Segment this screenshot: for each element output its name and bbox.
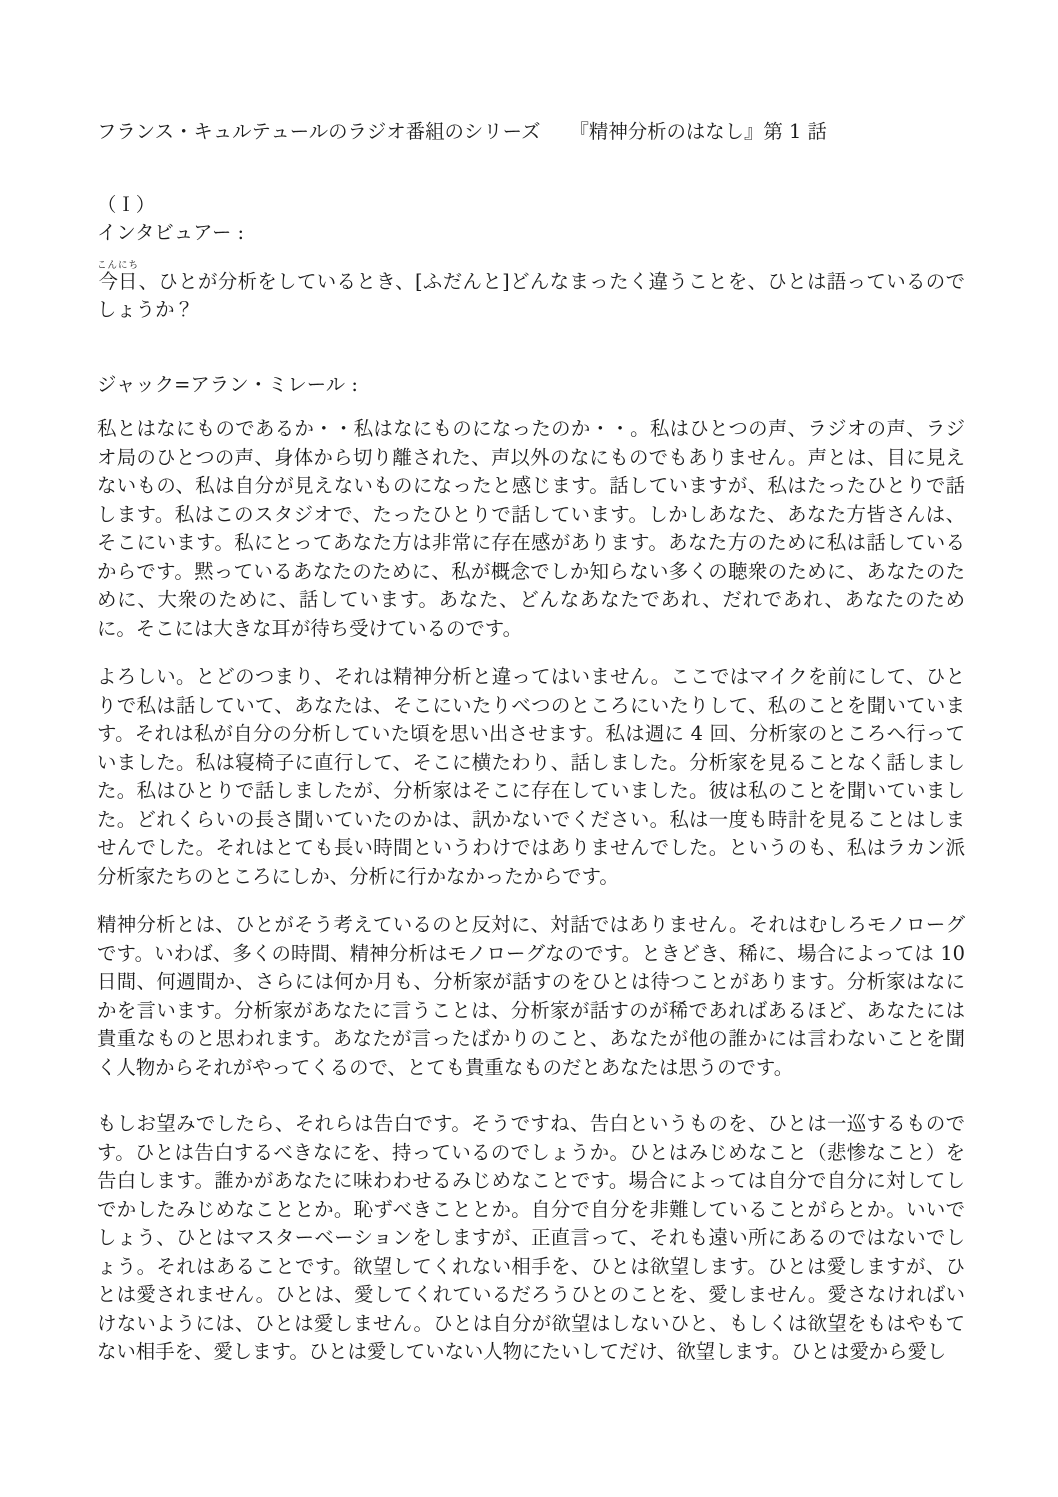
ruby-base-word: 今日 bbox=[97, 269, 139, 293]
speaker-label-miller: ジャック=アラン・ミレール : bbox=[97, 372, 358, 396]
speaker-label-interviewer: インタビュアー : bbox=[97, 221, 245, 244]
ruby-reading-text: こんにち bbox=[97, 259, 140, 271]
paragraph-confession: もしお望みでしたら、それらは告白です。そうですね、告白というものを、ひとは一巡するものです。ひとは告白するべきなにを、持っているのでしょうか。ひとはみじめなこと（悲惨なこと）を告白します。誰かがあなたに味わわせるみじめなことです。場合によっては自分で自分に対してしでかしたみじめなこととか。恥ずべきこととか。自分で自分を非難していることがらとか。いいでしょう、ひとはマスターベーションをしますが、正直言って、それも遠い所にあるのではないでしょう。それはあることです。欲望してくれない相手を、ひとは欲望します。ひとは愛しますが、ひとは愛されません。ひとは、愛してくれているだろうひとのことを、愛しません。愛さなければいけないようには、ひとは愛しません。ひとは自分が欲望はしないひと、もしくは欲望をもはやもてない相手を、愛します。ひとは愛していない人物にたいしてだけ、欲望します。ひとは愛から愛し bbox=[97, 1112, 965, 1363]
paragraph-monologue: 精神分析とは、ひとがそう考えているのと反対に、対話ではありません。それはむしろモノローグです。いわば、多くの時間、精神分析はモノローグなのです。ときどき、稀に、場合によっては 10 日間、何週間か、さらには何か月も、分析家が話すのをひとは待つことがあります。分析家はなにかを言います。分析家があなたに言うことは、分析家が話すのが稀であればあるほど、あなたには貴重なものと思われます。あなたが言ったばかりのこと、あなたが他の誰かには言わないことを聞く人物からそれがやってくるので、とても貴重なものだとあなたは思うのです。 bbox=[97, 913, 965, 1079]
paragraph-voice-of-radio: 私とはなにものであるか・・私はなにものになったのか・・。私はひとつの声、ラジオの声、ラジオ局のひとつの声、身体から切り離された、声以外のなにものでもありません。声とは、目に見えないもの、私は自分が見えないものになったと感じます。話していますが、私はたったひとりで話します。私はこのスタジオで、たったひとりで話しています。しかしあなた、あなた方皆さんは、そこにいます。私にとってあなた方は非常に存在感があります。あなた方のために私は話しているからです。黙っているあなたのために、私が概念でしか知らない多くの聴衆のために、あなたのために、大衆のために、話しています。あなた、どんなあなたであれ、だれであれ、あなたのために。そこには大きな耳が待ち受けているのです。 bbox=[97, 417, 965, 640]
question-text: 、ひとが分析をしているとき、[ふだんと]どんなまったく違うことを、ひとは語っているのでしょうか？ bbox=[97, 269, 965, 321]
interviewer-question bbox=[97, 260, 965, 325]
paragraph-own-analysis-memory: よろしい。とどのつまり、それは精神分析と違ってはいません。ここではマイクを前にして、ひとりで私は話していて、あなたは、そこにいたりべつのところにいたりして、私のことを聞いています。それは私が自分の分析していた頃を思い出させます。私は週に 4 回、分析家のところへ行っていました。私は寝椅子に直行して、そこに横たわり、話しました。分析家を見ることなく話しました。私はひとりで話しましたが、分析家はそこに存在していました。彼は私のことを聞いていました。どれくらいの長さ聞いていたのかは、訊かないでください。私は一度も時計を見ることはしませんでした。それはとても長い時間というわけではありませんでした。というのも、私はラカン派分析家たちのところにしか、分析に行かなかったからです。 bbox=[97, 665, 965, 888]
document-title: フランス・キュルテュールのラジオ番組のシリーズ 『精神分析のはなし』第 1 話 bbox=[97, 120, 827, 143]
section-marker: （Ｉ） bbox=[97, 192, 156, 216]
ruby-annotation bbox=[97, 259, 140, 293]
